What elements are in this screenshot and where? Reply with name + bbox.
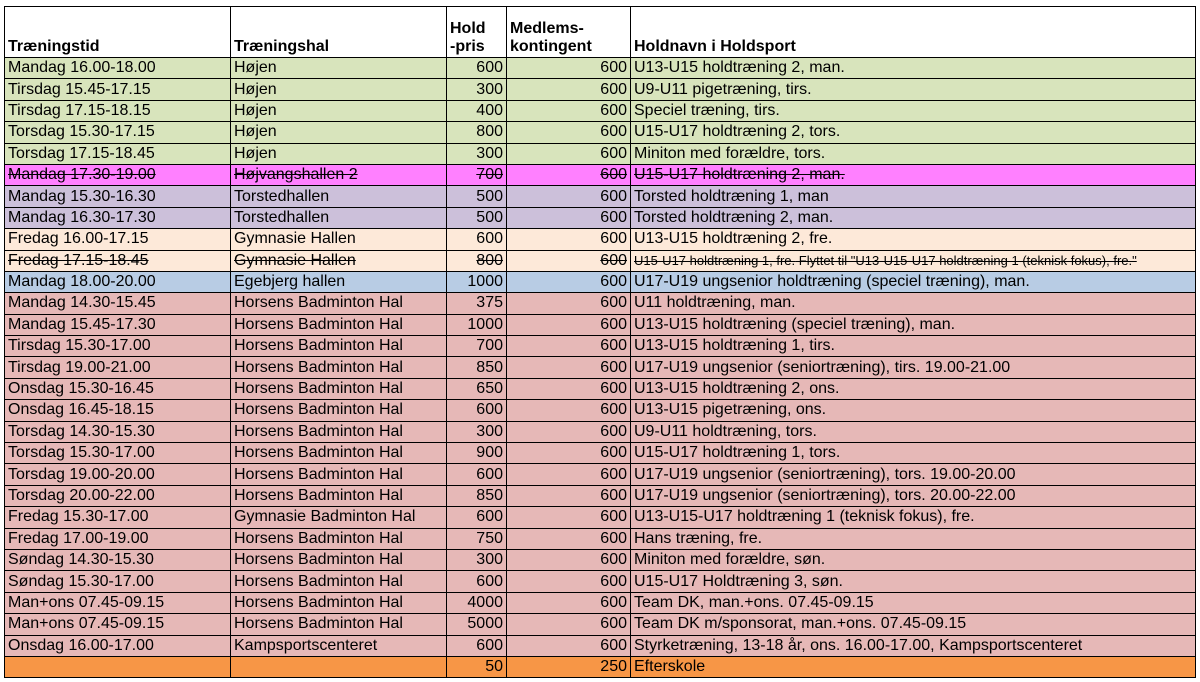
cell-team-price: 600 — [447, 229, 507, 250]
cell-training-time: Tirsdag 15.45-17.15 — [5, 79, 231, 100]
cell-training-time: Fredag 17.00-19.00 — [5, 528, 231, 549]
cell-training-hall: Højen — [231, 100, 447, 121]
cell-team-name: U15-U17 holdtræning 1, tors. — [631, 443, 1196, 464]
cell-membership-fee: 600 — [507, 143, 631, 164]
table-row — [5, 122, 1196, 143]
cell-training-time: Mandag 16.00-18.00 — [5, 58, 231, 79]
cell-membership-fee: 600 — [507, 378, 631, 399]
cell-training-time: Onsdag 16.00-17.00 — [5, 635, 231, 656]
cell-team-name: U13-U15-U17 holdtræning 1 (teknisk fokus), fre. — [631, 507, 1196, 528]
cell-team-name: U13-U15 holdtræning (speciel træning), man. — [631, 314, 1196, 335]
cell-training-time: Man+ons 07.45-09.15 — [5, 614, 231, 635]
cell-training-time: Torsdag 15.30-17.00 — [5, 443, 231, 464]
cell-training-hall: Gymnasie Badminton Hal — [231, 507, 447, 528]
cell-team-name: Torsted holdtræning 1, man — [631, 186, 1196, 207]
cell-team-price: 650 — [447, 378, 507, 399]
header-price-line2: -pris — [450, 38, 485, 55]
table-body — [5, 58, 1196, 678]
cell-training-hall: Horsens Badminton Hal — [231, 592, 447, 613]
cell-team-price: 800 — [447, 122, 507, 143]
cell-training-hall: Horsens Badminton Hal — [231, 443, 447, 464]
cell-membership-fee: 600 — [507, 229, 631, 250]
cell-training-hall: Torstedhallen — [231, 207, 447, 228]
cell-training-hall: Gymnasie Hallen — [231, 229, 447, 250]
cell-training-time: Mandag 18.00-20.00 — [5, 271, 231, 292]
header-training-hall: Træningshal — [231, 7, 447, 58]
cell-training-hall: Horsens Badminton Hal — [231, 528, 447, 549]
cell-team-price: 800 — [447, 250, 507, 271]
cell-training-hall: Horsens Badminton Hal — [231, 400, 447, 421]
header-fee-line2: kontingent — [510, 38, 592, 55]
cell-training-time: Søndag 15.30-17.00 — [5, 571, 231, 592]
cell-training-hall: Kampsportscenteret — [231, 635, 447, 656]
header-fee-line1: Medlems- — [510, 20, 584, 37]
cell-team-price: 5000 — [447, 614, 507, 635]
cell-training-hall: Horsens Badminton Hal — [231, 314, 447, 335]
table-row — [5, 635, 1196, 656]
cell-training-time: Søndag 14.30-15.30 — [5, 549, 231, 570]
cell-training-time: Mandag 16.30-17.30 — [5, 207, 231, 228]
cell-training-time — [5, 656, 231, 677]
cell-team-name: U15-U17 holdtræning 2, man. — [631, 164, 1196, 185]
cell-training-hall: Højen — [231, 143, 447, 164]
cell-team-price: 375 — [447, 293, 507, 314]
header-team-price — [447, 7, 507, 58]
cell-training-time: Fredag 17.15-18.45 — [5, 250, 231, 271]
cell-team-name: Team DK m/sponsorat, man.+ons. 07.45-09.15 — [631, 614, 1196, 635]
cell-team-price: 300 — [447, 421, 507, 442]
cell-training-hall: Højen — [231, 79, 447, 100]
cell-membership-fee: 600 — [507, 58, 631, 79]
cell-training-time: Torsdag 14.30-15.30 — [5, 421, 231, 442]
cell-training-hall: Horsens Badminton Hal — [231, 293, 447, 314]
cell-team-name: U15-U17 Holdtræning 3, søn. — [631, 571, 1196, 592]
cell-training-time: Fredag 16.00-17.15 — [5, 229, 231, 250]
cell-team-price: 600 — [447, 464, 507, 485]
table-row — [5, 186, 1196, 207]
table-row — [5, 443, 1196, 464]
table-row — [5, 656, 1196, 677]
cell-team-price: 50 — [447, 656, 507, 677]
cell-team-name: U17-U19 ungsenior (seniortræning), tirs. 19.00-21.00 — [631, 357, 1196, 378]
cell-team-name: U17-U19 ungsenior holdtræning (speciel træning), man. — [631, 271, 1196, 292]
cell-membership-fee: 600 — [507, 271, 631, 292]
cell-team-price: 850 — [447, 485, 507, 506]
cell-membership-fee: 600 — [507, 122, 631, 143]
cell-team-name: Torsted holdtræning 2, man. — [631, 207, 1196, 228]
cell-team-name: Miniton med forældre, tors. — [631, 143, 1196, 164]
cell-training-hall: Højvangshallen 2 — [231, 164, 447, 185]
cell-training-time: Torsdag 15.30-17.15 — [5, 122, 231, 143]
table-row — [5, 314, 1196, 335]
table-row — [5, 464, 1196, 485]
cell-membership-fee: 600 — [507, 314, 631, 335]
cell-team-name: Styrketræning, 13-18 år, ons. 16.00-17.00, Kampsportscenteret — [631, 635, 1196, 656]
cell-team-name: U13-U15 holdtræning 1, tirs. — [631, 336, 1196, 357]
cell-membership-fee: 600 — [507, 207, 631, 228]
cell-membership-fee: 600 — [507, 336, 631, 357]
cell-team-name: U13-U15 pigetræning, ons. — [631, 400, 1196, 421]
cell-team-price: 300 — [447, 143, 507, 164]
cell-training-hall: Horsens Badminton Hal — [231, 421, 447, 442]
cell-team-price: 900 — [447, 443, 507, 464]
header-row — [5, 7, 1196, 58]
header-membership-fee — [507, 7, 631, 58]
cell-membership-fee: 600 — [507, 79, 631, 100]
cell-training-hall: Horsens Badminton Hal — [231, 378, 447, 399]
cell-team-name: Speciel træning, tirs. — [631, 100, 1196, 121]
table-row — [5, 485, 1196, 506]
cell-membership-fee: 600 — [507, 528, 631, 549]
cell-team-price: 1000 — [447, 271, 507, 292]
cell-team-price: 4000 — [447, 592, 507, 613]
table-row — [5, 164, 1196, 185]
cell-team-name: Miniton med forældre, søn. — [631, 549, 1196, 570]
cell-training-hall: Horsens Badminton Hal — [231, 485, 447, 506]
cell-team-price: 750 — [447, 528, 507, 549]
cell-team-name: U17-U19 ungsenior (seniortræning), tors. 19.00-20.00 — [631, 464, 1196, 485]
cell-training-time: Mandag 14.30-15.45 — [5, 293, 231, 314]
cell-training-time: Tirsdag 15.30-17.00 — [5, 336, 231, 357]
table-row — [5, 58, 1196, 79]
cell-team-name: U17-U19 ungsenior (seniortræning), tors. 20.00-22.00 — [631, 485, 1196, 506]
table-row — [5, 336, 1196, 357]
cell-training-time: Torsdag 20.00-22.00 — [5, 485, 231, 506]
cell-training-time: Mandag 15.45-17.30 — [5, 314, 231, 335]
cell-team-price: 600 — [447, 507, 507, 528]
table-row — [5, 79, 1196, 100]
table-row — [5, 614, 1196, 635]
cell-team-name: U15-U17 holdtræning 2, tors. — [631, 122, 1196, 143]
cell-team-price: 850 — [447, 357, 507, 378]
cell-membership-fee: 600 — [507, 186, 631, 207]
table-row — [5, 421, 1196, 442]
cell-membership-fee: 600 — [507, 614, 631, 635]
cell-team-price: 600 — [447, 58, 507, 79]
table-row — [5, 357, 1196, 378]
cell-team-name: U11 holdtræning, man. — [631, 293, 1196, 314]
cell-membership-fee: 600 — [507, 100, 631, 121]
cell-training-hall: Horsens Badminton Hal — [231, 571, 447, 592]
cell-training-time: Onsdag 16.45-18.15 — [5, 400, 231, 421]
table-row — [5, 507, 1196, 528]
cell-team-name: Team DK, man.+ons. 07.45-09.15 — [631, 592, 1196, 613]
table-row — [5, 400, 1196, 421]
table-row — [5, 143, 1196, 164]
cell-training-time: Torsdag 19.00-20.00 — [5, 464, 231, 485]
cell-membership-fee: 600 — [507, 635, 631, 656]
table-row — [5, 250, 1196, 271]
cell-training-hall: Horsens Badminton Hal — [231, 336, 447, 357]
cell-team-name: U13-U15 holdtræning 2, ons. — [631, 378, 1196, 399]
cell-training-hall: Højen — [231, 122, 447, 143]
cell-membership-fee: 250 — [507, 656, 631, 677]
cell-training-hall: Torstedhallen — [231, 186, 447, 207]
cell-training-hall: Egebjerg hallen — [231, 271, 447, 292]
cell-team-price: 400 — [447, 100, 507, 121]
cell-team-price: 300 — [447, 549, 507, 570]
cell-training-hall — [231, 656, 447, 677]
table-row — [5, 571, 1196, 592]
cell-training-hall: Gymnasie Hallen — [231, 250, 447, 271]
table-row — [5, 229, 1196, 250]
cell-training-time: Torsdag 17.15-18.45 — [5, 143, 231, 164]
cell-training-hall: Horsens Badminton Hal — [231, 614, 447, 635]
cell-membership-fee: 600 — [507, 549, 631, 570]
cell-training-time: Fredag 15.30-17.00 — [5, 507, 231, 528]
table-row — [5, 378, 1196, 399]
table-row — [5, 592, 1196, 613]
cell-team-name: Efterskole — [631, 656, 1196, 677]
cell-membership-fee: 600 — [507, 421, 631, 442]
cell-membership-fee: 600 — [507, 357, 631, 378]
cell-training-hall: Højen — [231, 58, 447, 79]
header-training-time: Træningstid — [5, 7, 231, 58]
training-schedule-table — [4, 6, 1196, 678]
cell-membership-fee: 600 — [507, 592, 631, 613]
cell-team-name: U9-U11 pigetræning, tirs. — [631, 79, 1196, 100]
cell-training-time: Tirsdag 17.15-18.15 — [5, 100, 231, 121]
table-row — [5, 549, 1196, 570]
cell-team-price: 300 — [447, 79, 507, 100]
moved-note: Flyttet til "U13-U15-U17 holdtræning 1 (teknisk fokus), fre." — [795, 252, 1137, 268]
cell-team-name: U9-U11 holdtræning, tors. — [631, 421, 1196, 442]
cell-training-time: Man+ons 07.45-09.15 — [5, 592, 231, 613]
cell-training-time: Mandag 15.30-16.30 — [5, 186, 231, 207]
cell-training-time: Onsdag 15.30-16.45 — [5, 378, 231, 399]
header-price-line1: Hold — [450, 20, 486, 37]
cell-training-hall: Horsens Badminton Hal — [231, 357, 447, 378]
cell-training-hall: Horsens Badminton Hal — [231, 549, 447, 570]
cell-training-time: Mandag 17.30-19.00 — [5, 164, 231, 185]
cell-team-price: 700 — [447, 336, 507, 357]
header-team-name: Holdnavn i Holdsport — [631, 7, 1196, 58]
table-row — [5, 100, 1196, 121]
cell-team-price: 600 — [447, 635, 507, 656]
cell-membership-fee: 600 — [507, 507, 631, 528]
cell-membership-fee: 600 — [507, 443, 631, 464]
cell-team-name — [631, 250, 1196, 271]
cell-membership-fee: 600 — [507, 571, 631, 592]
table-row — [5, 293, 1196, 314]
table-row — [5, 271, 1196, 292]
cell-training-hall: Horsens Badminton Hal — [231, 464, 447, 485]
cell-team-price: 500 — [447, 186, 507, 207]
table-row — [5, 207, 1196, 228]
cell-team-name: U13-U15 holdtræning 2, fre. — [631, 229, 1196, 250]
team-name-struck: U15-U17 holdtræning 1, fre. — [634, 252, 796, 268]
cell-team-name: U13-U15 holdtræning 2, man. — [631, 58, 1196, 79]
cell-membership-fee: 600 — [507, 250, 631, 271]
cell-team-name: Hans træning, fre. — [631, 528, 1196, 549]
cell-team-price: 500 — [447, 207, 507, 228]
cell-team-price: 600 — [447, 400, 507, 421]
cell-membership-fee: 600 — [507, 464, 631, 485]
cell-training-time: Tirsdag 19.00-21.00 — [5, 357, 231, 378]
cell-membership-fee: 600 — [507, 485, 631, 506]
cell-team-price: 600 — [447, 571, 507, 592]
cell-membership-fee: 600 — [507, 293, 631, 314]
cell-membership-fee: 600 — [507, 164, 631, 185]
cell-team-price: 1000 — [447, 314, 507, 335]
table-row — [5, 528, 1196, 549]
cell-team-price: 700 — [447, 164, 507, 185]
cell-membership-fee: 600 — [507, 400, 631, 421]
